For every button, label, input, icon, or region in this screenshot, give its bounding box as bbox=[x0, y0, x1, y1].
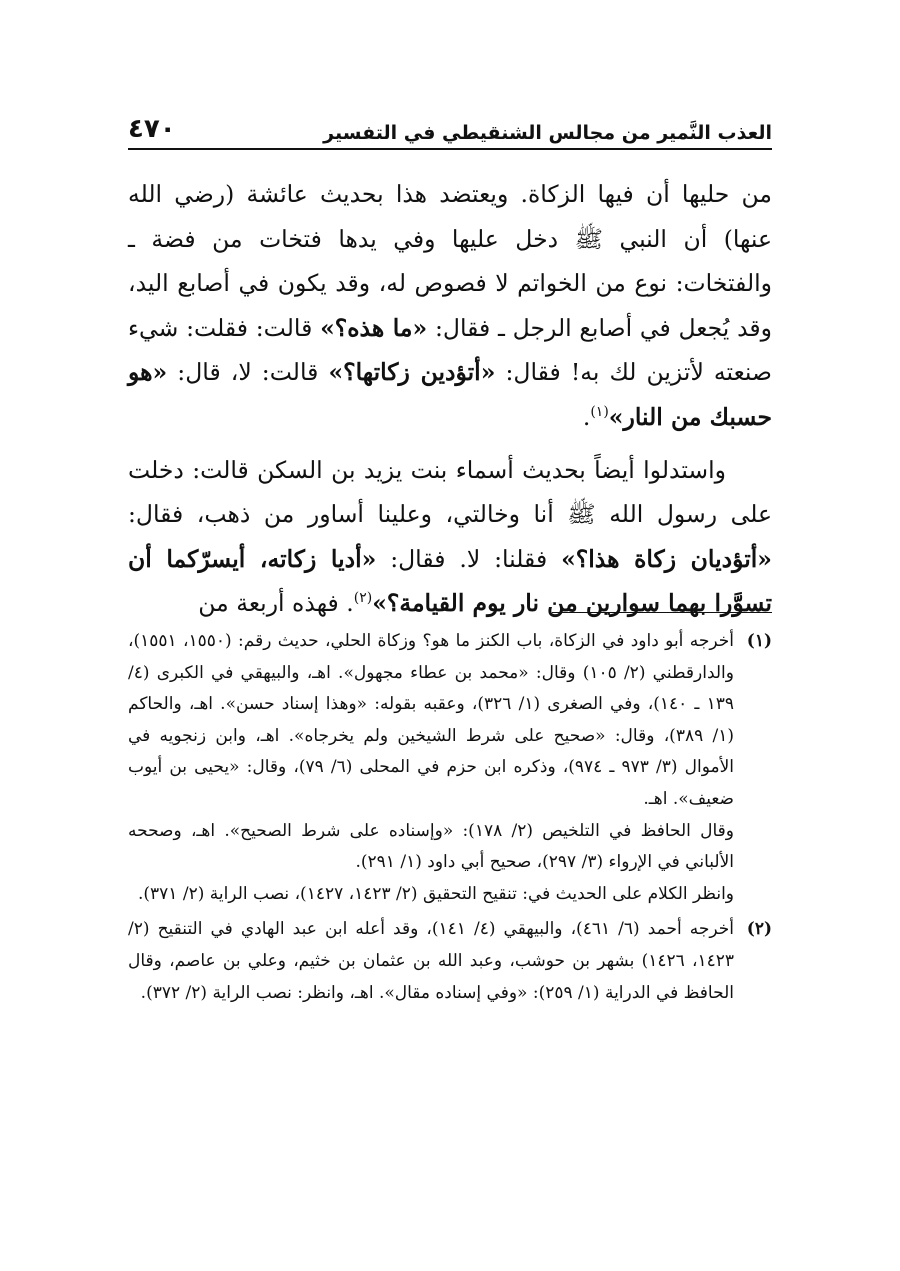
footnote-paragraph: أخرجه أحمد (٦/ ٤٦١)، والبيهقي (٤/ ١٤١)، وقد أعله ابن عبد الهادي في التنقيح (٢/ ١٤٢٣، ١٤٢٦) بشهر بن حوشب، وعبد الله بن عثمان بن خثيم، وعلي بن عاصم، وقال الحافظ في الدراية (١/ ٢٥٩): «وفي إسناده مقال». اهـ، وانظر: نصب الراية (٢/ ٣٧٢). bbox=[128, 919, 734, 1003]
footnote-paragraph: وقال الحافظ في التلخيص (٢/ ١٧٨): «وإسناده على شرط الصحيح». اهـ، وصححه الألباني في الإرواء (٣/ ٢٩٧)، صحيح أبي داود (١/ ٢٩١). bbox=[128, 820, 734, 873]
running-header bbox=[128, 108, 772, 150]
p2-text-1: واستدلوا أيضاً بحديث أسماء بنت يزيد بن السكن قالت: دخلت على رسول الله ﷺ أنا وخالتي، وعلينا أساور من ذهب، فقال: bbox=[128, 455, 772, 529]
p1-text-1: من حليها أن فيها الزكاة. ويعتضد هذا بحديث عائشة (رضي الله عنها) أن النبي ﷺ دخل عليها وفي يدها فتخات من فضة ـ والفتخات: نوع من الخواتم لا فصوص له، وقد يكون في أصابع اليد، وقد يُجعل في أصابع الرجل ـ فقال: bbox=[128, 180, 772, 342]
p2-quote-2: «أديا زكاته، أيسرّكما أن تسوَّرا بهما سوارين من نار يوم القيامة؟» bbox=[128, 544, 772, 618]
book-title: العذب النَّمير من مجالس الشنقيطي في التفسير bbox=[323, 122, 772, 144]
p1-quote-3: «هو حسبك من النار» bbox=[128, 358, 772, 431]
footnote-ref-1: (١) bbox=[590, 404, 609, 421]
footnotes bbox=[128, 626, 772, 1009]
main-text bbox=[128, 172, 772, 626]
p2-text-2: فقلنا: لا. فقال: bbox=[376, 544, 562, 573]
footnote-2 bbox=[128, 914, 772, 1009]
footnote-number: (١) bbox=[746, 631, 772, 651]
footnote-separator bbox=[552, 612, 772, 613]
p2-quote-1: «أتؤديان زكاة هذا؟» bbox=[561, 544, 772, 573]
paragraph-1 bbox=[128, 172, 772, 440]
footnote-ref-2: (٢) bbox=[353, 590, 373, 607]
p1-quote-1: «ما هذه؟» bbox=[320, 313, 428, 342]
footnote-body bbox=[128, 914, 734, 1009]
p1-text-3: قالت: لا، قال: bbox=[167, 358, 329, 387]
paragraph-2 bbox=[128, 448, 772, 626]
p2-text-3: . فهذه أربعة من bbox=[198, 589, 354, 618]
footnote-body bbox=[128, 626, 734, 910]
p1-text-2: قالت: فقلت: شيء صنعته لأتزين لك به! فقال: bbox=[128, 313, 772, 387]
p1-quote-2: «أتؤدين زكاتها؟» bbox=[328, 358, 496, 387]
page-number: ٤٧٠ bbox=[128, 114, 176, 144]
p1-text-4: . bbox=[582, 402, 591, 431]
footnote-paragraph: أخرجه أبو داود في الزكاة، باب الكنز ما هو؟ وزكاة الحلي، حديث رقم: (١٥٥٠، ١٥٥١)، والدارقطني (٢/ ١٠٥) وقال: «محمد بن عطاء مجهول». اهـ، والبيهقي في الكبرى (٤/ ١٣٩ ـ ١٤٠)، وفي الصغرى (١/ ٣٢٦)، وعقبه بقوله: «وهذا إسناد حسن». اهـ، والحاكم (١/ ٣٨٩)، وقال: «صحيح على شرط الشيخين ولم يخرجاه». اهـ، وابن زنجويه في الأموال (٣/ ٩٧٣ ـ ٩٧٤)، وذكره ابن حزم في المحلى (٦/ ٧٩)، وقال: «يحيى بن أيوب ضعيف». اهـ. bbox=[128, 631, 735, 809]
footnote-1 bbox=[128, 626, 772, 910]
footnote-number: (٢) bbox=[746, 919, 772, 940]
footnote-paragraph: وانظر الكلام على الحديث في: تنقيح التحقيق (٢/ ١٤٢٣، ١٤٢٧)، نصب الراية (٢/ ٣٧١). bbox=[137, 883, 734, 904]
